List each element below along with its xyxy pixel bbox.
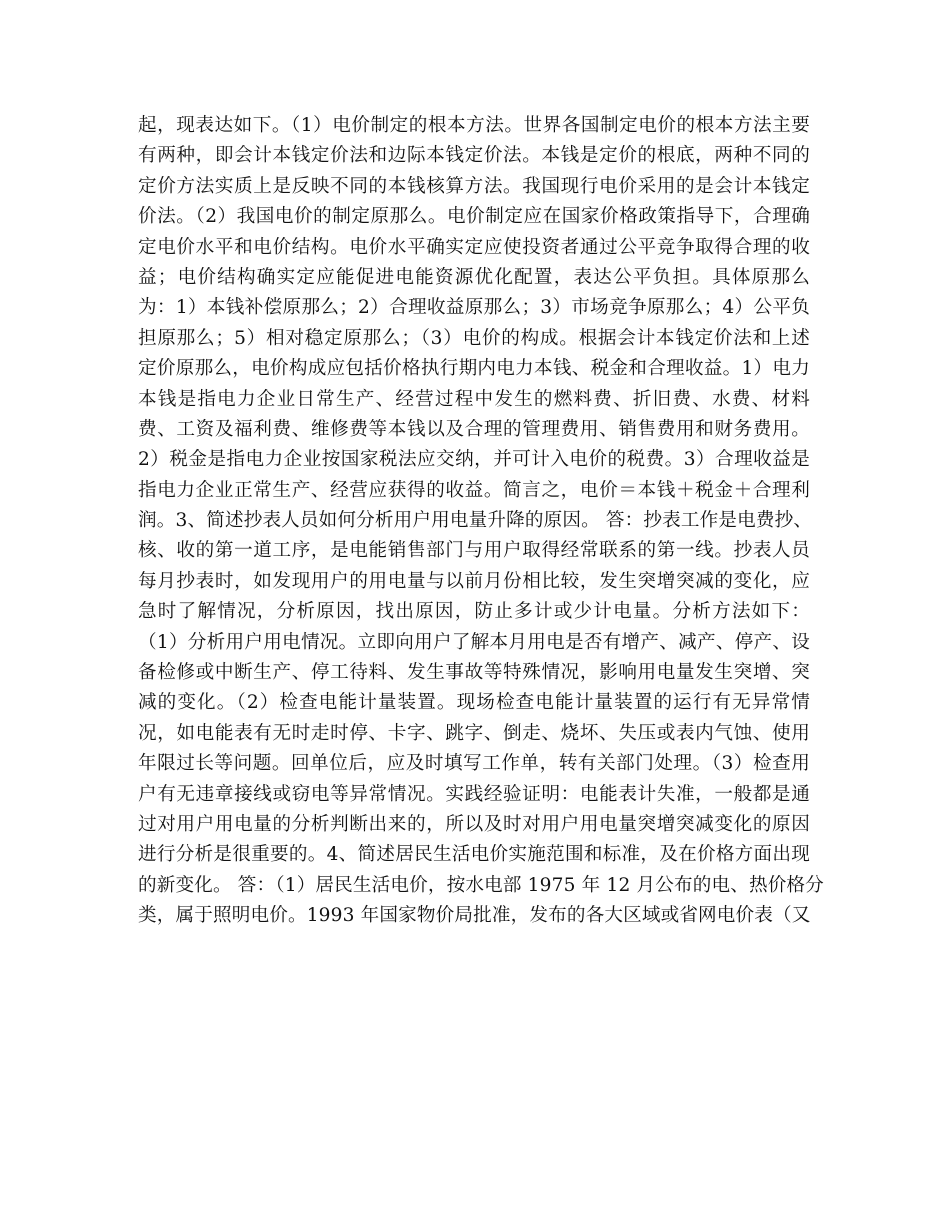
text-line: 本钱是指电力企业日常生产、经营过程中发生的燃料费、折旧费、水费、材料: [138, 388, 810, 410]
text-line: 况，如电能表有无时走时停、卡字、跳字、倒走、烧坏、失压或表内气蚀、使用: [138, 722, 810, 744]
text-line: 减的变化。（2）检查电能计量装置。现场检查电能计量装置的运行有无异常情: [138, 692, 811, 714]
text-line: 润。3、简述抄表人员如何分析用户用电量升降的原因。 答：抄表工作是电费抄、: [138, 510, 813, 532]
text-line: 的新变化。 答：（1）居民生活电价，按水电部 1975 年 12 月公布的电、热价格分: [138, 874, 824, 896]
text-line: 费、工资及福利费、维修费等本钱以及合理的管理费用、销售费用和财务费用。: [138, 418, 810, 440]
text-line: 指电力企业正常生产、经营应获得的收益。简言之，电价＝本钱＋税金＋合理利: [138, 479, 810, 501]
text-line: 每月抄表时，如发现用户的用电量与以前月份相比较，发生突增突减的变化，应: [138, 570, 810, 592]
text-line: 类，属于照明电价。1993 年国家物价局批准，发布的各大区域或省网电价表（又: [138, 905, 811, 927]
text-line: 年限过长等问题。回单位后，应及时填写工作单，转有关部门处理。（3）检查用: [138, 753, 810, 775]
text-line: 定价原那么，电价构成应包括价格执行期内电力本钱、税金和合理收益。1）电力: [138, 358, 810, 380]
text-line: 益；电价结构确实定应能促进电能资源优化配置，表达公平负担。具体原那么: [138, 266, 810, 288]
text-line: 起，现表达如下。（1）电价制定的根本方法。世界各国制定电价的根本方法主要: [138, 115, 810, 136]
text-line: 定价方法实质上是反映不同的本钱核算方法。我国现行电价采用的是会计本钱定: [138, 175, 810, 197]
text-line: 有两种，即会计本钱定价法和边际本钱定价法。本钱是定价的根底，两种不同的: [138, 145, 810, 167]
text-line: 备检修或中断生产、停工待料、发生事故等特殊情况，影响用电量发生突增、突: [138, 662, 810, 684]
text-line: 户有无违章接线或窃电等异常情况。实践经验证明：电能表计失准，一般都是通: [138, 783, 810, 805]
body-text: [138, 111, 824, 932]
text-line: 急时了解情况，分析原因，找出原因，防止多计或少计电量。分析方法如下：: [138, 601, 810, 623]
text-line: 过对用户用电量的分析判断出来的，所以及时对用户用电量突增突减变化的原因: [138, 813, 810, 835]
text-line: （1）分析用户用电情况。立即向用户了解本月用电是否有增产、减产、停产、设: [138, 631, 810, 653]
text-line: 价法。（2）我国电价的制定原那么。电价制定应在国家价格政策指导下，合理确: [138, 206, 810, 228]
text-line: 为：1）本钱补偿原那么；2）合理收益原那么；3）市场竞争原那么；4）公平负: [138, 297, 810, 319]
text-line: 进行分析是很重要的。4、简述居民生活电价实施范围和标准，及在价格方面出现: [138, 844, 810, 866]
text-line: 担原那么；5）相对稳定原那么；（3）电价的构成。根据会计本钱定价法和上述: [138, 327, 810, 349]
text-line: 定电价水平和电价结构。电价水平确实定应使投资者通过公平竞争取得合理的收: [138, 236, 810, 258]
text-line: 2）税金是指电力企业按国家税法应交纳，并可计入电价的税费。3）合理收益是: [138, 449, 810, 471]
text-line: 核、收的第一道工序，是电能销售部门与用户取得经常联系的第一线。抄表人员: [138, 540, 810, 562]
